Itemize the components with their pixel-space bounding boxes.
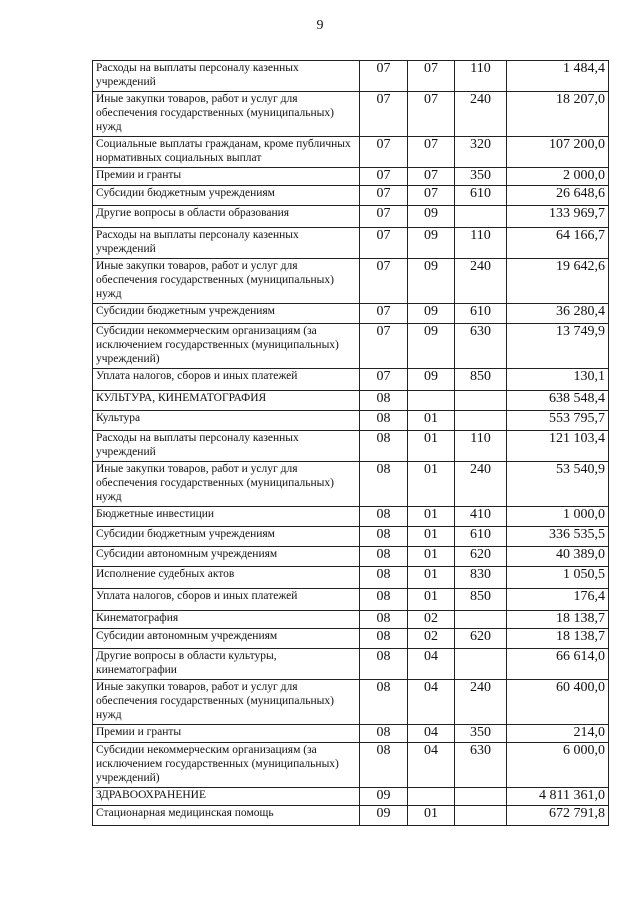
section-code-cell: 08 — [360, 743, 408, 788]
expense-type-code-cell — [455, 611, 507, 629]
table-row — [93, 743, 609, 788]
expense-name-cell: Субсидии бюджетным учреждениям — [93, 304, 360, 324]
expense-type-code-cell — [455, 788, 507, 806]
expense-type-code-cell — [455, 649, 507, 680]
subsection-code-cell: 07 — [408, 168, 455, 186]
section-code-cell: 08 — [360, 507, 408, 527]
section-code-cell: 07 — [360, 304, 408, 324]
subsection-code-cell: 02 — [408, 629, 455, 649]
section-code-cell: 07 — [360, 206, 408, 228]
amount-cell: 26 648,6 — [507, 186, 609, 206]
subsection-code-cell: 02 — [408, 611, 455, 629]
subsection-code-cell — [408, 788, 455, 806]
amount-cell: 18 138,7 — [507, 611, 609, 629]
table-row — [93, 589, 609, 611]
table-row — [93, 228, 609, 259]
amount-cell: 18 138,7 — [507, 629, 609, 649]
expense-name-cell: Стационарная медицинская помощь — [93, 806, 360, 826]
section-code-cell: 08 — [360, 629, 408, 649]
table-row — [93, 369, 609, 391]
amount-cell: 130,1 — [507, 369, 609, 391]
subsection-code-cell: 07 — [408, 61, 455, 92]
expense-type-code-cell: 240 — [455, 259, 507, 304]
expense-name-cell: Субсидии автономным учреждениям — [93, 547, 360, 567]
expense-name-cell: Премии и гранты — [93, 725, 360, 743]
expense-name-cell: Субсидии бюджетным учреждениям — [93, 527, 360, 547]
subsection-code-cell: 09 — [408, 324, 455, 369]
table-row — [93, 206, 609, 228]
expense-type-code-cell: 850 — [455, 369, 507, 391]
expense-name-cell: Расходы на выплаты персоналу казенных учреждений — [93, 61, 360, 92]
page-number: 9 — [316, 18, 324, 33]
table-row — [93, 92, 609, 137]
expense-type-code-cell: 610 — [455, 186, 507, 206]
subsection-code-cell: 09 — [408, 304, 455, 324]
amount-cell: 40 389,0 — [507, 547, 609, 567]
expense-name-cell: Кинематография — [93, 611, 360, 629]
table-row — [93, 567, 609, 589]
section-code-cell: 08 — [360, 547, 408, 567]
expense-type-code-cell: 630 — [455, 324, 507, 369]
amount-cell: 19 642,6 — [507, 259, 609, 304]
subsection-code-cell: 04 — [408, 743, 455, 788]
section-code-cell: 09 — [360, 806, 408, 826]
section-code-cell: 08 — [360, 391, 408, 411]
subsection-code-cell: 04 — [408, 680, 455, 725]
expense-name-cell: Бюджетные инвестиции — [93, 507, 360, 527]
subsection-code-cell: 01 — [408, 462, 455, 507]
subsection-code-cell: 07 — [408, 137, 455, 168]
expense-name-cell: КУЛЬТУРА, КИНЕМАТОГРАФИЯ — [93, 391, 360, 411]
expense-name-cell: Другие вопросы в области образования — [93, 206, 360, 228]
expense-type-code-cell: 610 — [455, 527, 507, 547]
amount-cell: 672 791,8 — [507, 806, 609, 826]
section-code-cell: 08 — [360, 462, 408, 507]
subsection-code-cell: 04 — [408, 649, 455, 680]
expense-type-code-cell: 240 — [455, 680, 507, 725]
amount-cell: 121 103,4 — [507, 431, 609, 462]
amount-cell: 176,4 — [507, 589, 609, 611]
expense-type-code-cell — [455, 391, 507, 411]
subsection-code-cell: 01 — [408, 589, 455, 611]
expense-type-code-cell: 830 — [455, 567, 507, 589]
expense-name-cell: Субсидии бюджетным учреждениям — [93, 186, 360, 206]
table-row — [93, 462, 609, 507]
amount-cell: 2 000,0 — [507, 168, 609, 186]
subsection-code-cell: 01 — [408, 567, 455, 589]
budget-table-body — [93, 61, 609, 826]
table-row — [93, 527, 609, 547]
subsection-code-cell: 01 — [408, 431, 455, 462]
table-row — [93, 507, 609, 527]
amount-cell: 36 280,4 — [507, 304, 609, 324]
table-row — [93, 649, 609, 680]
section-code-cell: 07 — [360, 168, 408, 186]
subsection-code-cell: 01 — [408, 411, 455, 431]
subsection-code-cell: 01 — [408, 527, 455, 547]
table-row — [93, 431, 609, 462]
amount-cell: 6 000,0 — [507, 743, 609, 788]
expense-name-cell: Иные закупки товаров, работ и услуг для обеспечения государственных (муниципальных) нужд — [93, 462, 360, 507]
table-row — [93, 259, 609, 304]
amount-cell: 1 484,4 — [507, 61, 609, 92]
section-code-cell: 08 — [360, 725, 408, 743]
table-row — [93, 304, 609, 324]
table-row — [93, 391, 609, 411]
expense-name-cell: Социальные выплаты гражданам, кроме публичных нормативных социальных выплат — [93, 137, 360, 168]
subsection-code-cell: 09 — [408, 228, 455, 259]
section-code-cell: 09 — [360, 788, 408, 806]
section-code-cell: 07 — [360, 324, 408, 369]
expense-type-code-cell — [455, 806, 507, 826]
section-code-cell: 08 — [360, 431, 408, 462]
expense-name-cell: Иные закупки товаров, работ и услуг для обеспечения государственных (муниципальных) нужд — [93, 92, 360, 137]
section-code-cell: 07 — [360, 228, 408, 259]
expense-name-cell: ЗДРАВООХРАНЕНИЕ — [93, 788, 360, 806]
amount-cell: 66 614,0 — [507, 649, 609, 680]
section-code-cell: 08 — [360, 649, 408, 680]
expense-name-cell: Субсидии автономным учреждениям — [93, 629, 360, 649]
expense-name-cell: Премии и гранты — [93, 168, 360, 186]
table-row — [93, 611, 609, 629]
amount-cell: 1 000,0 — [507, 507, 609, 527]
budget-table — [92, 60, 609, 826]
amount-cell: 133 969,7 — [507, 206, 609, 228]
expense-name-cell: Уплата налогов, сборов и иных платежей — [93, 369, 360, 391]
section-code-cell: 08 — [360, 527, 408, 547]
subsection-code-cell: 01 — [408, 507, 455, 527]
expense-name-cell: Исполнение судебных актов — [93, 567, 360, 589]
section-code-cell: 08 — [360, 611, 408, 629]
amount-cell: 1 050,5 — [507, 567, 609, 589]
expense-type-code-cell: 320 — [455, 137, 507, 168]
expense-type-code-cell: 620 — [455, 629, 507, 649]
expense-type-code-cell: 410 — [455, 507, 507, 527]
subsection-code-cell: 09 — [408, 259, 455, 304]
subsection-code-cell: 01 — [408, 806, 455, 826]
amount-cell: 336 535,5 — [507, 527, 609, 547]
section-code-cell: 07 — [360, 92, 408, 137]
amount-cell: 13 749,9 — [507, 324, 609, 369]
expense-name-cell: Расходы на выплаты персоналу казенных учреждений — [93, 228, 360, 259]
subsection-code-cell: 07 — [408, 186, 455, 206]
table-row — [93, 629, 609, 649]
section-code-cell: 07 — [360, 259, 408, 304]
table-row — [93, 788, 609, 806]
expense-name-cell: Другие вопросы в области культуры, кинематографии — [93, 649, 360, 680]
expense-name-cell: Культура — [93, 411, 360, 431]
section-code-cell: 08 — [360, 589, 408, 611]
expense-type-code-cell: 110 — [455, 228, 507, 259]
amount-cell: 18 207,0 — [507, 92, 609, 137]
section-code-cell: 08 — [360, 411, 408, 431]
table-row — [93, 411, 609, 431]
table-row — [93, 168, 609, 186]
expense-type-code-cell: 630 — [455, 743, 507, 788]
table-row — [93, 547, 609, 567]
amount-cell: 107 200,0 — [507, 137, 609, 168]
expense-name-cell: Уплата налогов, сборов и иных платежей — [93, 589, 360, 611]
expense-type-code-cell — [455, 206, 507, 228]
expense-type-code-cell: 110 — [455, 61, 507, 92]
section-code-cell: 07 — [360, 369, 408, 391]
expense-type-code-cell: 620 — [455, 547, 507, 567]
amount-cell: 4 811 361,0 — [507, 788, 609, 806]
subsection-code-cell: 04 — [408, 725, 455, 743]
table-row — [93, 324, 609, 369]
amount-cell: 214,0 — [507, 725, 609, 743]
expense-name-cell: Расходы на выплаты персоналу казенных учреждений — [93, 431, 360, 462]
section-code-cell: 08 — [360, 567, 408, 589]
subsection-code-cell: 07 — [408, 92, 455, 137]
subsection-code-cell — [408, 391, 455, 411]
amount-cell: 638 548,4 — [507, 391, 609, 411]
expense-type-code-cell: 110 — [455, 431, 507, 462]
section-code-cell: 08 — [360, 680, 408, 725]
expense-name-cell: Иные закупки товаров, работ и услуг для обеспечения государственных (муниципальных) нужд — [93, 259, 360, 304]
expense-type-code-cell: 350 — [455, 725, 507, 743]
subsection-code-cell: 01 — [408, 547, 455, 567]
expense-type-code-cell: 240 — [455, 92, 507, 137]
table-row — [93, 61, 609, 92]
expense-type-code-cell: 240 — [455, 462, 507, 507]
table-row — [93, 137, 609, 168]
table-row — [93, 186, 609, 206]
section-code-cell: 07 — [360, 137, 408, 168]
section-code-cell: 07 — [360, 186, 408, 206]
table-row — [93, 680, 609, 725]
amount-cell: 553 795,7 — [507, 411, 609, 431]
section-code-cell: 07 — [360, 61, 408, 92]
amount-cell: 53 540,9 — [507, 462, 609, 507]
expense-name-cell: Субсидии некоммерческим организациям (за исключением государственных (муниципальных) учреждений) — [93, 324, 360, 369]
expense-name-cell: Иные закупки товаров, работ и услуг для обеспечения государственных (муниципальных) нужд — [93, 680, 360, 725]
table-row — [93, 725, 609, 743]
expense-name-cell: Субсидии некоммерческим организациям (за исключением государственных (муниципальных) учреждений) — [93, 743, 360, 788]
table-row — [93, 806, 609, 826]
expense-type-code-cell: 850 — [455, 589, 507, 611]
subsection-code-cell: 09 — [408, 369, 455, 391]
expense-type-code-cell: 610 — [455, 304, 507, 324]
expense-type-code-cell: 350 — [455, 168, 507, 186]
subsection-code-cell: 09 — [408, 206, 455, 228]
amount-cell: 64 166,7 — [507, 228, 609, 259]
amount-cell: 60 400,0 — [507, 680, 609, 725]
expense-type-code-cell — [455, 411, 507, 431]
